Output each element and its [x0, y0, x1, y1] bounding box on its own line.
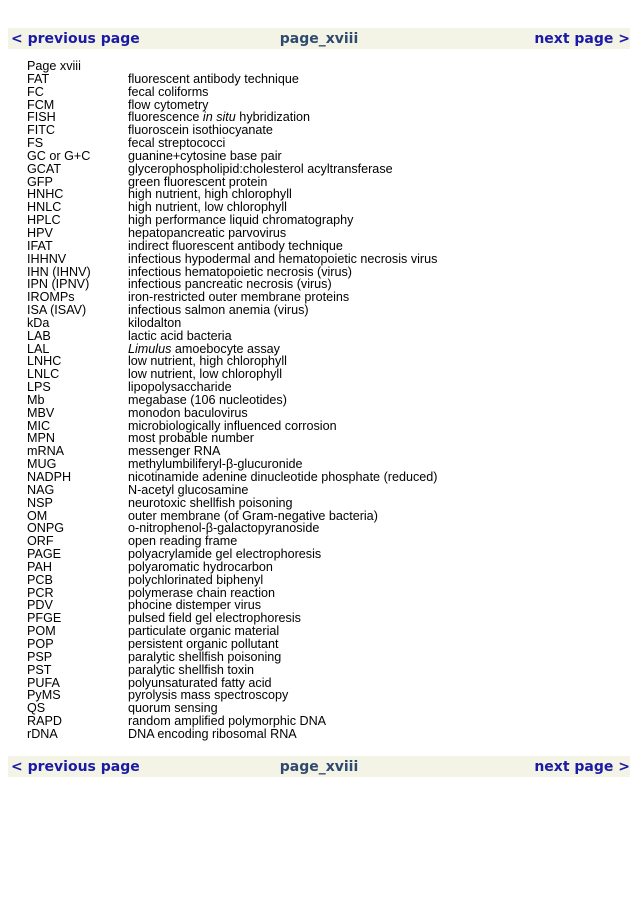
abbreviation: IHHNV	[27, 251, 67, 266]
abbreviation: PFGE	[27, 611, 62, 626]
abbreviation: rDNA	[27, 726, 58, 741]
definition: paralytic shellfish poisoning	[128, 649, 282, 664]
definition-text: fluorescence	[128, 110, 203, 125]
abbreviation: IPN (IPNV)	[27, 277, 90, 292]
list-item	[27, 111, 627, 124]
list-item	[27, 420, 627, 433]
abbreviation: NAG	[27, 482, 55, 497]
list-item	[27, 368, 627, 381]
list-item	[27, 702, 627, 715]
abbreviation: POM	[27, 624, 56, 639]
list-item	[27, 381, 627, 394]
abbreviation: LAL	[27, 341, 50, 356]
list-item	[27, 599, 627, 612]
page-label-bottom: page_xviii	[279, 758, 359, 775]
abbreviation: FAT	[27, 71, 50, 86]
list-item	[27, 484, 627, 497]
list-item	[27, 304, 627, 317]
list-item	[27, 612, 627, 625]
definition: megabase (106 nucleotides)	[128, 392, 287, 407]
definition: fluoroscein isothiocyanate	[128, 123, 273, 138]
definition: lipopolysaccharide	[128, 380, 232, 395]
list-item	[27, 432, 627, 445]
top-nav-bar	[8, 28, 630, 49]
definition-italic: in situ	[202, 110, 236, 125]
definition: high nutrient, low chlorophyll	[128, 200, 287, 215]
abbreviation: PyMS	[27, 688, 61, 703]
abbreviation: IROMPs	[27, 290, 75, 305]
definition: outer membrane (of Gram-negative bacteria)	[128, 508, 378, 523]
definition: kilodalton	[128, 315, 182, 330]
abbreviation: MIC	[27, 418, 51, 433]
list-item	[27, 291, 627, 304]
abbreviation-rows	[27, 73, 627, 741]
list-item	[27, 728, 627, 741]
definition: neurotoxic shellfish poisoning	[128, 495, 293, 510]
bottom-nav-bar	[8, 756, 630, 777]
abbreviation: ORF	[27, 534, 54, 549]
list-item	[27, 343, 627, 356]
definition: indirect fluorescent antibody technique	[128, 238, 343, 253]
abbreviation: LNHC	[27, 354, 62, 369]
list-item	[27, 176, 627, 189]
list-item	[27, 445, 627, 458]
definition: polyunsaturated fatty acid	[128, 675, 272, 690]
definition: fecal streptococci	[128, 136, 226, 151]
list-item	[27, 407, 627, 420]
abbreviation-list	[27, 60, 627, 741]
definition: high performance liquid chromatography	[128, 213, 354, 228]
definition: fecal coliforms	[128, 84, 209, 99]
abbreviation: POP	[27, 636, 54, 651]
definition: lactic acid bacteria	[128, 328, 232, 343]
list-item	[27, 188, 627, 201]
definition: nicotinamide adenine dinucleotide phosphate (reduced)	[128, 470, 438, 484]
page-label: page_xviii	[279, 30, 359, 47]
definition: infectious pancreatic necrosis (virus)	[128, 277, 332, 292]
list-item	[27, 522, 627, 535]
definition: paralytic shellfish toxin	[128, 662, 254, 677]
definition: quorum sensing	[128, 701, 218, 716]
abbreviation: MBV	[27, 405, 55, 420]
list-item	[27, 330, 627, 343]
abbreviation: HPLC	[27, 213, 61, 228]
previous-page-link-bottom[interactable]: < previous page	[11, 758, 140, 775]
list-item	[27, 625, 627, 638]
abbreviation: PCB	[27, 572, 53, 587]
definition: messenger RNA	[128, 444, 221, 459]
definition: random amplified polymorphic DNA	[128, 714, 327, 729]
abbreviation: GCAT	[27, 161, 62, 176]
list-item	[27, 497, 627, 510]
definition: DNA encoding ribosomal RNA	[128, 726, 297, 741]
abbreviation: OM	[27, 508, 48, 523]
abbreviation: HPV	[27, 225, 53, 240]
abbreviation: PDV	[27, 598, 53, 613]
definition: hepatopancreatic parvovirus	[128, 225, 287, 240]
definition: polymerase chain reaction	[128, 585, 276, 600]
list-item	[27, 574, 627, 587]
abbreviation: PAH	[27, 559, 52, 574]
list-item	[27, 240, 627, 253]
list-item	[27, 163, 627, 176]
abbreviation: PST	[27, 662, 52, 677]
list-item	[27, 317, 627, 330]
definition-italic: Limulus	[128, 341, 172, 356]
list-item	[27, 137, 627, 150]
list-item	[27, 99, 627, 112]
abbreviation: PCR	[27, 585, 54, 600]
list-item	[27, 651, 627, 664]
definition: infectious hypodermal and hematopoietic necrosis virus	[128, 251, 438, 266]
definition: persistent organic pollutant	[128, 636, 279, 651]
list-item	[27, 715, 627, 728]
abbreviation: RAPD	[27, 714, 62, 729]
definition: pyrolysis mass spectroscopy	[128, 688, 289, 703]
list-item	[27, 86, 627, 99]
next-page-link-bottom[interactable]: next page >	[534, 758, 630, 775]
abbreviation: FITC	[27, 123, 55, 138]
list-item	[27, 73, 627, 86]
abbreviation: mRNA	[27, 444, 65, 459]
list-item	[27, 471, 627, 484]
list-item	[27, 214, 627, 227]
definition: polyacrylamide gel electrophoresis	[128, 547, 322, 562]
abbreviation: ISA (ISAV)	[27, 303, 87, 318]
definition: glycerophospholipid:cholesterol acyltransferase	[128, 161, 393, 176]
list-item	[27, 510, 627, 523]
list-item	[27, 394, 627, 407]
definition-text: amoebocyte assay	[171, 341, 280, 356]
page-heading: Page xviii	[27, 59, 81, 73]
definition: iron-restricted outer membrane proteins	[128, 290, 350, 305]
abbreviation: kDa	[27, 315, 50, 330]
definition: polychlorinated biphenyl	[128, 572, 264, 587]
abbreviation: HNHC	[27, 187, 64, 202]
abbreviation: PUFA	[27, 675, 60, 690]
list-item	[27, 561, 627, 574]
abbreviation: IFAT	[27, 238, 53, 253]
abbreviation: MUG	[27, 457, 57, 472]
abbreviation: PAGE	[27, 547, 62, 562]
list-item	[27, 124, 627, 137]
abbreviation: LPS	[27, 380, 51, 395]
abbreviation: LAB	[27, 328, 51, 343]
list-item	[27, 355, 627, 368]
abbreviation: NSP	[27, 495, 53, 510]
list-item	[27, 548, 627, 561]
definition: low nutrient, high chlorophyll	[128, 354, 287, 369]
list-item	[27, 689, 627, 702]
abbreviation: FISH	[27, 110, 56, 125]
definition: methylumbiliferyl-β-glucuronide	[128, 457, 303, 472]
definition: open reading frame	[128, 534, 238, 549]
definition: monodon baculovirus	[128, 405, 248, 420]
list-item	[27, 253, 627, 266]
abbreviation: QS	[27, 701, 46, 716]
abbreviation: FCM	[27, 97, 55, 112]
list-item	[27, 227, 627, 240]
next-page-link[interactable]: next page >	[534, 30, 630, 47]
definition: particulate organic material	[128, 624, 280, 639]
abbreviation: FS	[27, 136, 44, 151]
definition: high nutrient, high chlorophyll	[128, 187, 292, 202]
definition: polyaromatic hydrocarbon	[128, 559, 273, 574]
definition-text: hybridization	[235, 110, 311, 125]
abbreviation: IHN (IHNV)	[27, 264, 91, 279]
abbreviation: Mb	[27, 392, 45, 407]
definition: fluorescent antibody technique	[128, 71, 299, 86]
definition: pulsed field gel electrophoresis	[128, 611, 301, 626]
list-item	[27, 664, 627, 677]
abbreviation: ONPG	[27, 521, 65, 536]
definition: N-acetyl glucosamine	[128, 482, 249, 497]
definition: infectious hematopoietic necrosis (virus)	[128, 264, 352, 279]
list-item	[27, 587, 627, 600]
definition: low nutrient, low chlorophyll	[128, 367, 282, 382]
abbreviation: PSP	[27, 649, 53, 664]
abbreviation: LNLC	[27, 367, 60, 382]
definition: guanine+cytosine base pair	[128, 148, 282, 163]
list-item	[27, 150, 627, 163]
abbreviation: FC	[27, 84, 44, 99]
definition: o-nitrophenol-β-galactopyranoside	[128, 521, 320, 536]
definition: infectious salmon anemia (virus)	[128, 303, 309, 318]
previous-page-link[interactable]: < previous page	[11, 30, 140, 47]
list-item	[27, 638, 627, 651]
definition: phocine distemper virus	[128, 598, 261, 613]
abbreviation: GC or G+C	[27, 148, 91, 163]
abbreviation: HNLC	[27, 200, 62, 215]
definition: microbiologically influenced corrosion	[128, 418, 337, 433]
list-item	[27, 535, 627, 548]
definition: flow cytometry	[128, 97, 209, 112]
definition: green fluorescent protein	[128, 174, 268, 189]
abbreviation: MPN	[27, 431, 55, 446]
definition: most probable number	[128, 431, 255, 446]
list-item	[27, 677, 627, 690]
abbreviation: NADPH	[27, 470, 72, 484]
abbreviation: GFP	[27, 174, 53, 189]
